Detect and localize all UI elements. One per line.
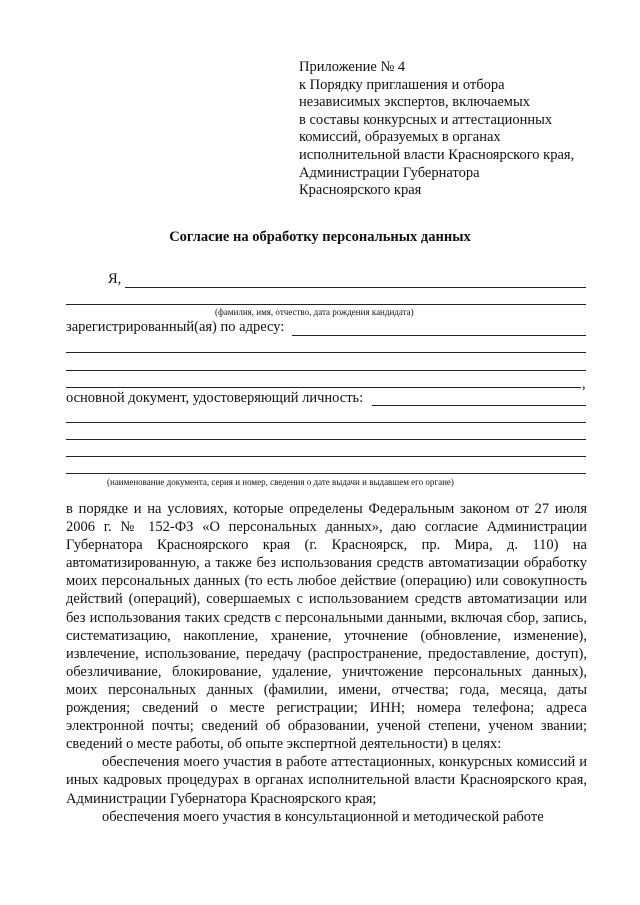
name-field-line-2[interactable] <box>66 304 586 305</box>
appendix-line: Приложение № 4 <box>299 59 406 75</box>
consent-body <box>66 500 587 826</box>
address-comma: , <box>582 376 586 392</box>
address-field-line-3[interactable] <box>66 370 586 371</box>
name-field-line[interactable] <box>125 287 586 288</box>
appendix-line: Администрации Губернатора <box>299 164 480 181</box>
purpose-paragraph-2: обеспечения моего участия в консультационной и методической работе <box>102 808 544 825</box>
appendix-line: комиссий, образуемых в органах <box>299 129 501 146</box>
i-label: Я, <box>108 271 122 287</box>
address-field-line-2[interactable] <box>66 352 586 353</box>
appendix-line: Красноярского края <box>299 182 422 199</box>
appendix-line: к Порядку приглашения и отбора <box>299 76 505 93</box>
address-label: зарегистрированный(ая) по адресу: <box>66 319 285 335</box>
address-field-line[interactable] <box>292 335 586 336</box>
consent-main-paragraph: в порядке и на условиях, которые определены Федеральным законом от 27 июля 2006 г. № 152-ФЗ «О персональных данных», даю согласие Администрации Губернатора Красноярского края (г. Красноярск, пр. Мира, д. 110) на автоматизированную, а также без использования средств автоматизации обработку моих персональных данных (то есть любое действие (операцию) или совокупность действий (операций), совершаемых с использованием средств автоматизации или без использования таких средств с персональными данными, включая сбор, запись, систематизацию, накопление, хранение, уточнение (обновление, изменение), извлечение, использование, передачу (распространение, предоставление, доступ), обезличивание, блокирование, удаление, уничтожение персональных данных), моих персональных данных (фамилии, имени, отчества; года, месяца, даты рождения; сведений о месте регистрации; ИНН; номера телефона; адреса электронной почты; сведений об образовании, ученой степени, ученом звании; сведений о месте работы, об опыте экспертной деятельности) в целях: <box>66 501 587 753</box>
document-title: Согласие на обработку персональных данных <box>169 229 471 245</box>
appendix-line: независимых экспертов, включаемых <box>299 94 530 111</box>
document-field-line-4[interactable] <box>66 456 586 457</box>
document-field-line-2[interactable] <box>66 422 586 423</box>
document-label: основной документ, удостоверяющий личность: <box>66 390 364 406</box>
name-caption: (фамилия, имя, отчество, дата рождения кандидата) <box>215 307 414 317</box>
appendix-header <box>299 59 599 200</box>
document-field-line-3[interactable] <box>66 439 586 440</box>
document-field-line[interactable] <box>372 405 586 406</box>
address-field-line-4[interactable] <box>66 387 581 388</box>
appendix-line: в составы конкурсных и аттестационных <box>299 111 553 128</box>
appendix-line: исполнительной власти Красноярского края, <box>299 146 575 163</box>
document-field-line-5[interactable] <box>66 473 586 474</box>
purpose-paragraph-1: обеспечения моего участия в работе аттестационных, конкурсных комиссий и иных кадровых процедурах в органах исполнительной власти Красноярского края, Администрации Губернатора Красноярского края; <box>66 754 587 807</box>
document-caption: (наименование документа, серия и номер, сведения о дате выдачи и выдавшем его органе) <box>107 477 454 487</box>
